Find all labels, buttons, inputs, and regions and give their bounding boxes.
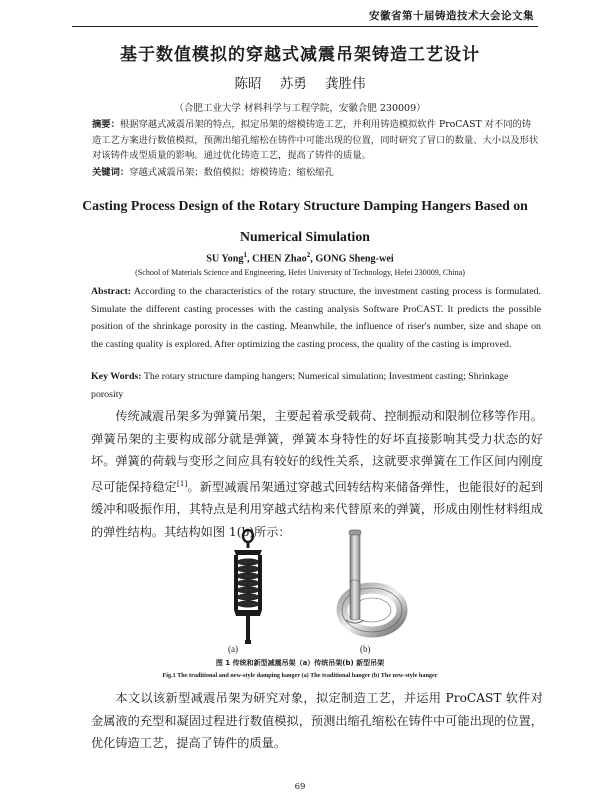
citation-ref: [1] xyxy=(176,478,188,488)
author-en-2-sup: 2 xyxy=(306,251,311,259)
keywords-en-label: Key Words: xyxy=(91,371,142,382)
figure-caption-en: Fig.1 The traditional and new-style damping hanger (a) The traditional hanger (b) The new-style hanger xyxy=(162,672,438,679)
title-cn: 基于数值模拟的穿越式减震吊架铸造工艺设计 xyxy=(120,45,480,65)
author-cn-1: 陈昭 xyxy=(234,76,262,92)
keywords-en-text: The rotary structure damping hangers; Numerical simulation; Investment casting; Shrinkage porosity xyxy=(91,371,509,400)
keywords-cn-label: 关键词： xyxy=(92,167,130,178)
authors-en: SU Yong$^1$, CHEN Zhao$^2$, GONG Sheng-wei xyxy=(206,251,394,265)
rotary-hanger-photo xyxy=(342,530,402,632)
figure-label-b: (b) xyxy=(360,644,371,654)
abstract-cn-label: 摘要： xyxy=(92,119,120,130)
abstract-cn xyxy=(92,117,540,164)
title-en: Casting Process Design of the Rotary Structure Damping Hangers Based on Numerical Simulation xyxy=(82,198,528,244)
body-paragraph-2: 本文以该新型减震吊架为研究对象，拟定制造工艺，并运用 ProCAST 软件对金属液的充型和凝固过程进行数值模拟，预测出缩孔缩松在铸件中可能出现的位置，优化铸造工艺，提高了铸件的质量。 xyxy=(91,691,543,750)
figure-1-photos xyxy=(200,528,430,648)
header-rule xyxy=(72,26,538,27)
author-en-1: SU Yong xyxy=(206,253,244,265)
author-en-1-sup: 1 xyxy=(243,251,248,259)
page-number: 69 xyxy=(294,782,306,792)
spring-hanger-photo xyxy=(234,530,262,644)
author-en-3: GONG Sheng-wei xyxy=(315,253,394,265)
figure-label-a: (a) xyxy=(228,644,238,654)
body-paragraph-1-part-a: 传统减震吊架多为弹簧吊架，主要起着承受载荷、控制振动和限制位移等作用。弹簧吊架的主要构成部分就是弹簧，弹簧本身特性的好坏直接影响其受力状态的好坏。弹簧的荷载与变形之间应具有较好的线性关系，这就要求弹簧在工作区间内刚度尽可能保持稳定 xyxy=(91,409,543,494)
author-en-2: CHEN Zhao xyxy=(252,253,307,265)
abstract-en xyxy=(91,283,541,353)
body-paragraph-1-part-b: 。新型减震吊架通过穿越式回转结构来储备弹性，也能很好的起到缓冲和吸振作用，其特点是利用穿越式结构来代替原来的弹簧，形成由刚性材料组成的弹性结构。其结构如图 1(b)所示： xyxy=(91,479,544,539)
body-paragraph-1 xyxy=(91,405,543,543)
keywords-en xyxy=(91,368,541,403)
abstract-en-text: According to the characteristics of the rotary structure, the investment casting process is formulated. Simulate the different casting processes with the casting analysis Software ProCAST. It predicts the possible position of the shrinkage porosity in the casting. Meanwhile, the influence of riser's number, size and shape on the casting quality is explored. After optimizing the casting process, the quality of the casting is improved. xyxy=(91,286,541,350)
author-cn-3: 龚胜伟 xyxy=(325,76,366,92)
author-cn-2: 苏勇 xyxy=(279,76,307,92)
abstract-en-label: Abstract: xyxy=(91,286,132,297)
running-head: 安徽省第十届铸造技术大会论文集 xyxy=(369,10,534,22)
keywords-cn-text: 穿越式减震吊架；数值模拟；熔模铸造；缩松缩孔 xyxy=(129,167,334,178)
figure-caption-cn: 图 1 传统和新型减震吊架（a）传统吊架(b) 新型吊架 xyxy=(215,659,385,667)
keywords-cn xyxy=(92,164,540,178)
abstract-cn-text: 根据穿越式减震吊架的特点，拟定吊架的熔模铸造工艺，并利用铸造模拟软件 ProCAST 对不同的铸造工艺方案进行数值模拟，预测出缩孔缩松在铸件中可能出现的位置，同时研究了冒口的数量、大小以及形状对该铸件成型质量的影响。通过优化铸造工艺，提高了铸件的质量。 xyxy=(92,119,539,161)
authors-cn xyxy=(0,72,600,92)
affiliation-en: (School of Materials Science and Engineering, Hefei University of Technology, Hefei 230009, China) xyxy=(135,268,465,277)
affiliation-cn: （合肥工业大学 材料科学与工程学院，安徽合肥 230009） xyxy=(174,103,426,114)
